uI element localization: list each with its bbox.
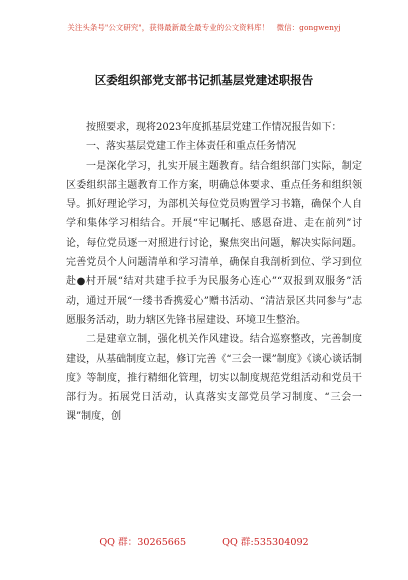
qq-group-1: QQ 群：30265665 — [99, 537, 187, 548]
document-body — [66, 118, 362, 427]
body-paragraph: 一是深化学习，扎实开展主题教育。结合组织部门实际，制定区委组织部主题教育工作方案，明确总体要求、重点任务和组织领导。抓好理论学习，为部机关每位党员购置学习书籍，确保个人自学和集体学习相结合。开展“牢记嘱托、感恩奋进、走在前列”讨论，每位党员逐一对照进行讨论，聚焦突出问题，解决实际问题。完善党员个人问题清单和学习清单，确保自我剖析到位、学习到位赴●村开展“结对共建手拉手为民服务心连心”“双报到双服务”活动，通过开展“一缕书香携爱心”赠书活动、“清洁景区共同参与”志愿服务活动，助力辖区先锋书屋建设、环境卫生整治。 — [66, 160, 362, 326]
document-title: 区委组织部党支部书记抓基层党建述职报告 — [94, 73, 314, 87]
header-banner: 关注头条号"公文研究"，获得最新最全最专业的公文资料库！ 微信：gongwenyj — [67, 23, 341, 32]
qq-group-2: QQ 群:535304092 — [222, 537, 309, 548]
body-paragraph: 二是建章立制，强化机关作风建设。结合巡察整改，完善制度建设，从基础制度立起，修订完善《“三会一课”制度》《谈心谈话制度》等制度，推行精细化管理，切实以制度规范党组活动和党员干部行为。拓展党日活动，认真落实支部党员学习制度、“三会一课”制度，创 — [66, 334, 362, 423]
section-heading: 一、落实基层党建工作主体责任和重点任务情况 — [86, 141, 296, 153]
intro-paragraph: 按照要求，现将2023年度抓基层党建工作情况报告如下： — [86, 122, 342, 133]
footer — [0, 534, 408, 548]
